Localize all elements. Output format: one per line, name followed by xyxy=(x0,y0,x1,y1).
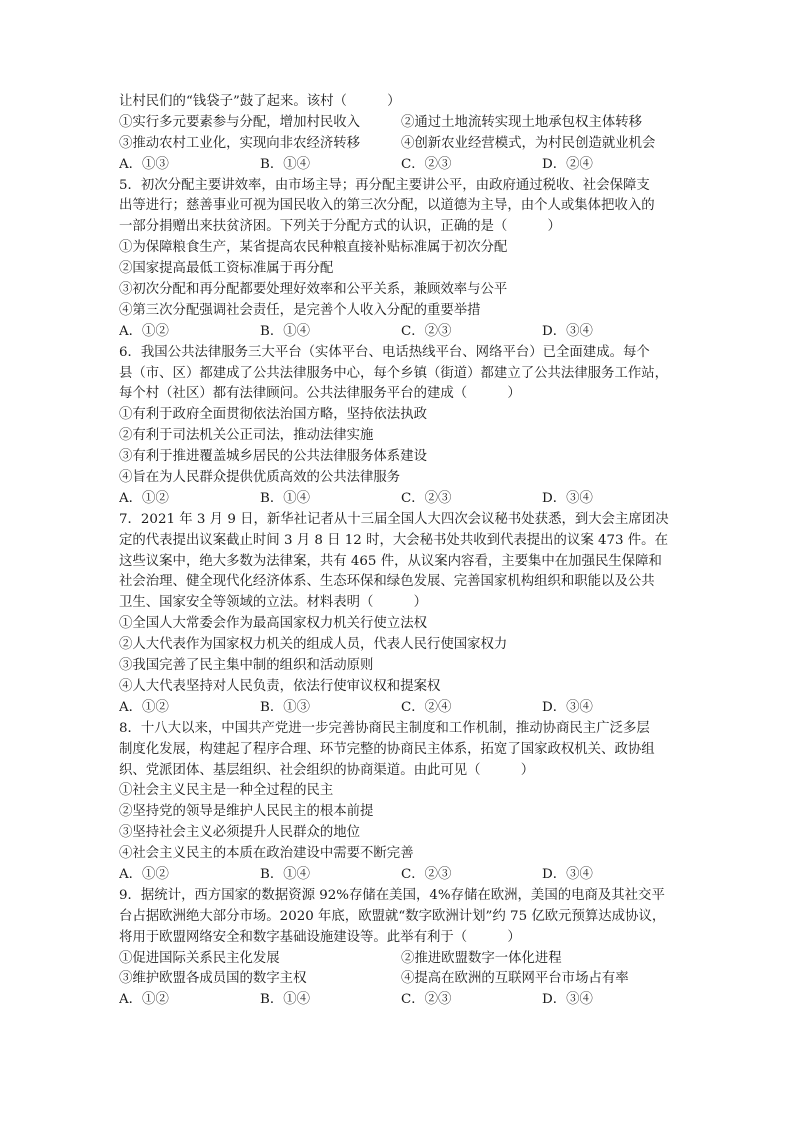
question-stem-line: 让村民们的“钱袋子”鼓了起来。该村（ ） xyxy=(119,94,401,109)
choice-c: C．②③ xyxy=(401,866,452,882)
choice-a: A．①② xyxy=(119,490,169,506)
option-2: ②推进欧盟数字一体化进程 xyxy=(401,950,562,966)
choice-a: A．①② xyxy=(119,699,169,715)
choice-c: C．②③ xyxy=(401,323,452,339)
question-stem-line: 定的代表提出议案截止时间 3 月 8 日 12 时，大会秘书处共收到代表提出的议案 473 件。在 xyxy=(119,532,668,548)
choice-a: A．①② xyxy=(119,323,169,339)
choice-d: D．③④ xyxy=(542,699,593,715)
question-stem-line: 卫生、国家安全等领域的立法。材料表明（ ） xyxy=(119,595,427,611)
choice-b: B．①④ xyxy=(260,866,311,882)
question-8 xyxy=(119,719,679,886)
question-stem-line: 将用于欧盟网络安全和数字基础设施建设等。此举有利于（ ） xyxy=(119,929,521,945)
choice-d: D．③④ xyxy=(542,992,593,1008)
answer-choices xyxy=(119,990,679,1011)
option-row xyxy=(119,969,679,990)
option-row xyxy=(119,134,679,155)
answer-choices xyxy=(119,865,679,886)
answer-choices xyxy=(119,698,679,719)
option-2: ②坚持党的领导是维护人民民主的根本前提 xyxy=(119,804,374,820)
option-3: ③推动农村工业化，实现向非农经济转移 xyxy=(119,135,361,151)
option-3: ③维护欧盟各成员国的数字主权 xyxy=(119,971,307,987)
option-4: ④第三次分配强调社会责任，是完善个人收入分配的重要举措 xyxy=(119,302,481,318)
choice-c: C．②④ xyxy=(401,699,452,715)
choice-d: D．③④ xyxy=(542,490,593,506)
question-5 xyxy=(119,176,679,343)
question-stem-line: 每个村（社区）都有法律顾问。公共法律服务平台的建成（ ） xyxy=(119,386,521,402)
option-row xyxy=(119,113,679,134)
option-3: ③有利于推进覆盖城乡居民的公共法律服务体系建设 xyxy=(119,449,427,465)
choice-c: C．②③ xyxy=(401,490,452,506)
option-4: ④旨在为人民群众提供优质高效的公共法律服务 xyxy=(119,470,401,486)
option-2: ②人大代表作为国家权力机关的组成人员，代表人民行使国家权力 xyxy=(119,637,508,653)
question-stem-line: 制度化发展，构建起了程序合理、环节完整的协商民主体系，拓宽了国家政权机关、政协组 xyxy=(119,741,655,757)
option-3: ③坚持社会主义必须提升人民群众的地位 xyxy=(119,825,361,841)
question-stem-line: 织、党派团体、基层组织、社会组织的协商渠道。由此可见（ ） xyxy=(119,762,535,778)
question-stem-line: 一部分捐赠出来扶贫济困。下列关于分配方式的认识，正确的是（ ） xyxy=(119,219,561,235)
choice-c: C．②③ xyxy=(401,156,452,172)
option-1: ①为保障粮食生产，某省提高农民种粮直接补贴标准属于初次分配 xyxy=(119,240,508,256)
option-4: ④人大代表坚持对人民负责，依法行使审议权和提案权 xyxy=(119,678,441,694)
choice-a: A．①② xyxy=(119,866,169,882)
exam-content xyxy=(119,92,679,1011)
option-2: ②通过土地流转实现土地承包权主体转移 xyxy=(401,114,643,130)
choice-d: D．③④ xyxy=(542,323,593,339)
option-3: ③我国完善了民主集中制的组织和活动原则 xyxy=(119,658,374,674)
question-7 xyxy=(119,510,679,719)
question-stem-line: 出等进行；慈善事业可视为国民收入的第三次分配，以道德为主导，由个人或集体把收入的 xyxy=(119,198,655,214)
option-1: ①全国人大常委会作为最高国家权力机关行使立法权 xyxy=(119,616,427,632)
question-stem-line: 7．2021 年 3 月 9 日，新华社记者从十三届全国人大四次会议秘书处获悉，到大会主席团决 xyxy=(119,511,669,527)
option-1: ①实行多元要素参与分配，增加村民收入 xyxy=(119,114,361,130)
option-row xyxy=(119,949,679,970)
option-4: ④创新农业经营模式，为村民创造就业机会 xyxy=(401,135,656,151)
question-6 xyxy=(119,343,679,510)
question-stem-line: 9．据统计，西方国家的数据资源 92%存储在美国，4%存储在欧洲，美国的电商及其社交平 xyxy=(119,887,665,903)
choice-d: D．③④ xyxy=(542,866,593,882)
choice-b: B．①④ xyxy=(260,490,311,506)
question-stem-line: 8．十八大以来，中国共产党进一步完善协商民主制度和工作机制，推动协商民主广泛多层 xyxy=(119,720,650,736)
option-2: ②有利于司法机关公正司法，推动法律实施 xyxy=(119,428,374,444)
choice-b: B．①④ xyxy=(260,156,311,172)
choice-b: B．①④ xyxy=(260,323,311,339)
question-stem-line: 6．我国公共法律服务三大平台（实体平台、电话热线平台、网络平台）已全面建成。每个 xyxy=(119,344,650,360)
option-3: ③初次分配和再分配都要处理好效率和公平关系，兼顾效率与公平 xyxy=(119,282,508,298)
question-9 xyxy=(119,886,679,1011)
choice-d: D．②④ xyxy=(542,156,593,172)
choice-a: A．①② xyxy=(119,992,169,1008)
option-2: ②国家提高最低工资标准属于再分配 xyxy=(119,261,334,277)
choice-c: C．②③ xyxy=(401,992,452,1008)
choice-a: A．①③ xyxy=(119,156,169,172)
answer-choices xyxy=(119,155,679,176)
question-stem-line: 5．初次分配主要讲效率，由市场主导；再分配主要讲公平，由政府通过税收、社会保障支 xyxy=(119,177,650,193)
choice-b: B．①③ xyxy=(260,699,311,715)
option-4: ④提高在欧洲的互联网平台市场占有率 xyxy=(401,971,629,987)
choice-b: B．①④ xyxy=(260,992,311,1008)
option-1: ①有利于政府全面贯彻依法治国方略，坚持依法执政 xyxy=(119,407,427,423)
question-stem-line: 县（市、区）都建成了公共法律服务中心，每个乡镇（街道）都建立了公共法律服务工作站， xyxy=(119,365,669,381)
answer-choices xyxy=(119,489,679,510)
question-4 xyxy=(119,92,679,176)
question-stem-line: 这些议案中，绝大多数为法律案，共有 465 件，从议案内容看，主要集中在加强民生保障和 xyxy=(119,553,662,569)
option-4: ④社会主义民主的本质在政治建设中需要不断完善 xyxy=(119,846,414,862)
question-stem-line: 台占据欧洲绝大部分市场。2020 年底，欧盟就“数字欧洲计划”约 75 亿欧元预算达成协议， xyxy=(119,908,666,924)
answer-choices xyxy=(119,322,679,343)
option-1: ①促进国际关系民主化发展 xyxy=(119,950,280,966)
question-stem-line: 社会治理、健全现代化经济体系、生态环保和绿色发展、完善国家机构组织和职能以及公共 xyxy=(119,574,655,590)
option-1: ①社会主义民主是一种全过程的民主 xyxy=(119,783,334,799)
